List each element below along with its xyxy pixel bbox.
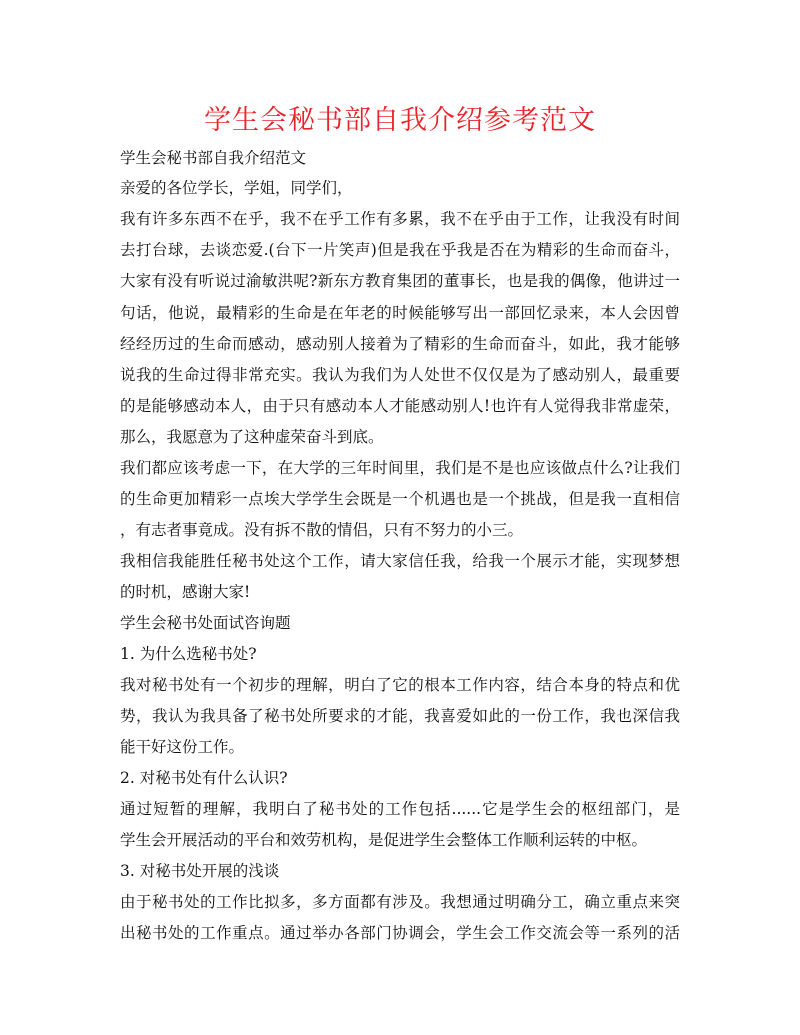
- text-line: 势，我认为我具备了秘书处所要求的才能，我喜爱如此的一份工作，我也深信我: [120, 707, 680, 725]
- text-line: 亲爱的各位学长，学姐，同学们，: [120, 179, 353, 197]
- text-line: 通过短暂的理解，我明白了秘书处的工作包括......它是学生会的枢纽部门，是: [120, 800, 680, 818]
- text-line: 的生命更加精彩一点埃大学学生会既是一个机遇也是一个挑战，但是我一直相信: [120, 490, 680, 508]
- text-line: 去打台球，去谈恋爱.(台下一片笑声)但是我在乎我是否在为精彩的生命而奋斗，: [120, 241, 680, 259]
- text-line: 2. 对秘书处有什么认识?: [120, 769, 288, 787]
- text-line: 3. 对秘书处开展的浅谈: [120, 862, 280, 880]
- text-line: 的是能够感动本人，由于只有感动本人才能感动别人!也许有人觉得我非常虚荣，: [120, 397, 680, 415]
- text-line: 1. 为什么选秘书处?: [120, 645, 257, 663]
- text-line: 我有许多东西不在乎，我不在乎工作有多累，我不在乎由于工作，让我没有时间: [120, 210, 680, 228]
- text-line: 我对秘书处有一个初步的理解，明白了它的根本工作内容，结合本身的特点和优: [120, 676, 680, 694]
- text-line: 说我的生命过得非常充实。我认为我们为人处世不仅仅是为了感动别人，最重要: [120, 366, 680, 384]
- document-title: 学生会秘书部自我介绍参考范文: [204, 105, 596, 136]
- text-line: ，有志者事竟成。没有拆不散的情侣，只有不努力的小三。: [120, 521, 524, 539]
- text-line: 句话，他说，最精彩的生命是在年老的时候能够写出一部回忆录来，本人会因曾: [120, 304, 680, 322]
- text-line: 的时机，感谢大家!: [120, 583, 251, 601]
- text-line: 由于秘书处的工作比拟多，多方面都有涉及。我想通过明确分工，确立重点来突: [120, 893, 680, 911]
- text-line: 出秘书处的工作重点。通过举办各部门协调会，学生会工作交流会等一系列的活: [120, 924, 680, 942]
- text-line: 学生会开展活动的平台和效劳机构，是促进学生会整体工作顺利运转的中枢。: [120, 831, 648, 849]
- text-line: 经经历过的生命而感动，感动别人接着为了精彩的生命而奋斗，如此，我才能够: [120, 335, 680, 353]
- text-line: 那么，我愿意为了这种虚荣奋斗到底。: [120, 428, 384, 446]
- text-line: 大家有没有听说过渝敏洪呢?新东方教育集团的董事长，也是我的偶像，他讲过一: [120, 272, 680, 290]
- text-line: 学生会秘书处面试咨询题: [120, 614, 291, 632]
- text-line: 能干好这份工作。: [120, 738, 245, 756]
- text-line: 我们都应该考虑一下，在大学的三年时间里，我们是不是也应该做点什么?让我们: [120, 459, 680, 477]
- text-line: 我相信我能胜任秘书处这个工作，请大家信任我，给我一个展示才能，实现梦想: [120, 552, 680, 570]
- text-line: 学生会秘书部自我介绍范文: [120, 149, 307, 167]
